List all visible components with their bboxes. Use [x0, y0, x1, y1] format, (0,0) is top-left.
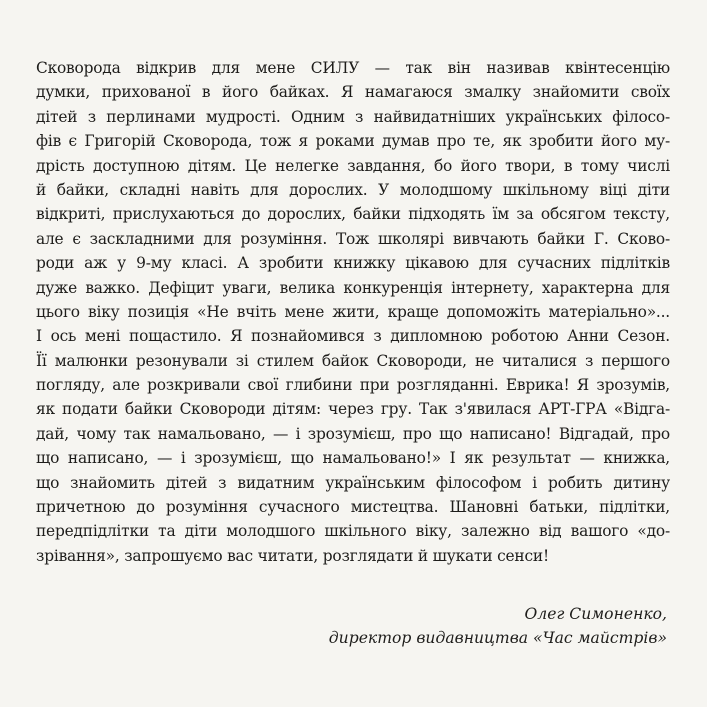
text-line: дрість доступною дітям. Це нелегке завдання, бо його твори, в тому числі	[36, 156, 670, 175]
text-line: погляду, але розкривали свої глибини при розгляданні. Еврика! Я зрозумів,	[36, 376, 670, 395]
text-line: Сковорода відкрив для мене СИЛУ — так він називав квінтесенцію	[36, 59, 670, 77]
text-line: дуже важко. Дефіцит уваги, велика конкуренція інтернету, характерна для	[36, 278, 670, 297]
text-line: цього віку позиція «Не вчіть мене жити, краще допоможіть матеріально»...	[36, 302, 670, 321]
signature	[329, 602, 667, 651]
text-line: що написано, — і зрозумієш, що намальовано!» І як результат — книжка,	[36, 449, 670, 468]
text-line: дітей з перлинами мудрості. Одним з найвидатніших українських філосо-	[36, 107, 670, 126]
text-line: але є заскладними для розуміння. Тож школярі вивчають байки Г. Сково-	[36, 229, 670, 248]
text-line: й байки, складні навіть для дорослих. У молодшому шкільному віці діти	[36, 180, 670, 199]
text-line: І ось мені пощастило. Я познайомився з дипломною роботою Анни Сезон.	[36, 327, 670, 346]
text-line: роди аж у 9-му класі. А зробити книжку цікавою для сучасних підлітків	[36, 254, 670, 273]
text-line: передпідлітки та діти молодшого шкільного віку, залежно від вашого «до-	[36, 522, 670, 541]
text-line: що знайомить дітей з видатним українським філософом і робить дитину	[36, 473, 670, 492]
text-line: зрівання», запрошуємо вас читати, розглядати й шукати сенси!	[36, 546, 549, 565]
text-line: фів є Григорій Сковорода, тож я роками думав про те, як зробити його му-	[36, 132, 670, 151]
signature-title: директор видавництва «Час майстрів»	[328, 629, 667, 648]
text-line: Її малюнки резонували зі стилем байок Сковороди, не читалися з першого	[36, 351, 670, 370]
text-line: відкриті, прислухаються до дорослих, байки підходять їм за обсягом тексту,	[36, 205, 670, 224]
text-line: думки, прихованої в його байках. Я намагаюся змалку знайомити своїх	[36, 83, 670, 102]
body-text	[36, 56, 670, 568]
signature-name: Олег Симоненко,	[524, 605, 667, 623]
text-line: як подати байки Сковороди дітям: через гру. Так з'явилася АРТ-ГРА «Відга-	[36, 400, 670, 419]
text-line: причетною до розуміння сучасного мистецтва. Шановні батьки, підлітки,	[36, 498, 670, 517]
text-line: дай, чому так намальовано, — і зрозумієш, про що написано! Відгадай, про	[36, 424, 670, 443]
